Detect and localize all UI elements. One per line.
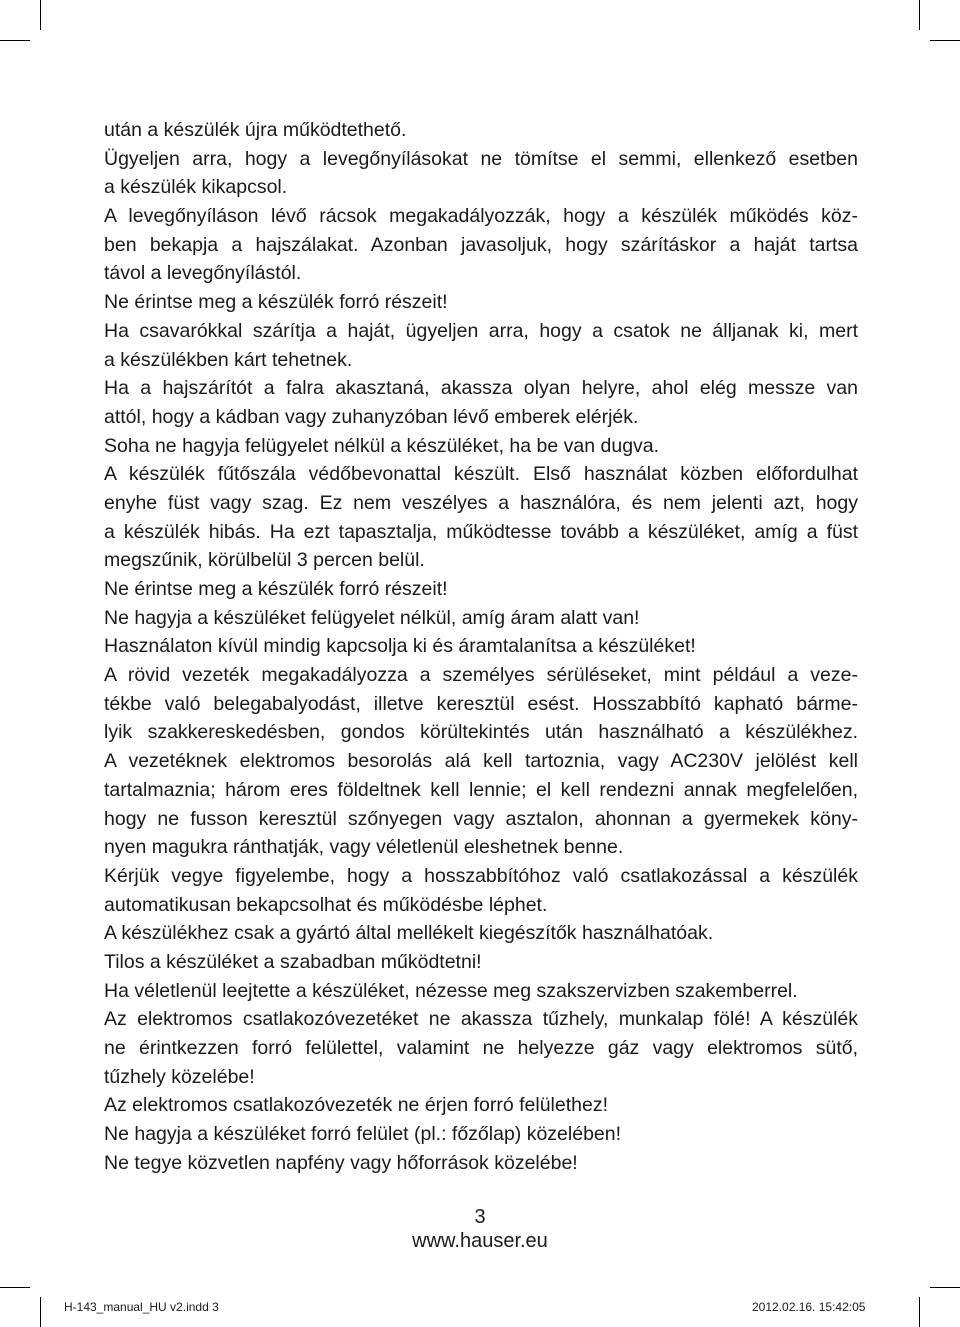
website-url: www.hauser.eu (412, 1230, 548, 1252)
text-line: ne érintkezzen forró felülettel, valamint ne helyezze gáz vagy elektromos sütő, (104, 1037, 858, 1059)
text-line: Ha véletlenül leejtette a készüléket, nézesse meg szakszervizben szakemberrel. (104, 979, 798, 1002)
text-line: Használaton kívül mindig kapcsolja ki és áramtalanítsa a készüléket! (104, 635, 696, 658)
text-line: a készülékben kárt tehetnek. (104, 348, 353, 371)
text-line: Ne tegye közvetlen napfény vagy hőforrások közelébe! (104, 1151, 578, 1174)
print-slug-filename: H-143_manual_HU v2.indd 3 (64, 1300, 219, 1314)
text-line: tékbe való belegabalyodást, illetve keresztül esést. Hosszabbító kapható bárme- (104, 692, 858, 715)
text-line: Ne érintse meg a készülék forró részeit! (104, 578, 448, 600)
text-line: Tilos a készüléket a szabadban működtetni! (104, 950, 482, 973)
text-line: A készülék fűtőszála védőbevonattal készült. Első használat közben előfordulhat (104, 463, 858, 486)
text-line: tartalmaznia; három eres földeltnek kell lennie; el kell rendezni annak megfelelően, (104, 778, 858, 801)
crop-mark-bottom-left-vertical (40, 1297, 41, 1327)
text-line: attól, hogy a kádban vagy zuhanyzóban lévő emberek elérjék. (104, 405, 639, 428)
manual-body-text (104, 116, 858, 1177)
text-line: nyen magukra ránthatják, vagy véletlenül eleshetnek benne. (104, 836, 624, 859)
text-line: Ne hagyja a készüléket felügyelet nélkül, amíg áram alatt van! (104, 606, 640, 629)
text-line: hogy ne fusson keresztül szőnyegen vagy asztalon, ahonnan a gyermekek köny- (104, 807, 858, 830)
text-line: Ügyeljen arra, hogy a levegőnyílásokat ne tömítse el semmi, ellenkező esetben (104, 147, 858, 170)
text-line: A vezetéknek elektromos besorolás alá kell tartoznia, vagy AC230V jelölést kell (104, 750, 858, 773)
crop-mark-top-left-vertical (40, 0, 41, 30)
text-line: lyik szakkereskedésben, gondos körültekintés után használható a készülékhez. (104, 721, 858, 744)
text-line: Ha a hajszárítót a falra akasztaná, akassza olyan helyre, ahol elég messze van (104, 377, 858, 400)
text-line: tűzhely közelébe! (104, 1065, 255, 1088)
text-line: A rövid vezeték megakadályozza a személyes sérüléseket, mint például a veze- (104, 664, 858, 687)
crop-mark-top-right-horizontal (930, 40, 960, 41)
text-line: enyhe füst vagy szag. Ez nem veszélyes a használóra, és nem jelenti azt, hogy (104, 491, 858, 514)
text-line: ben bekapja a hajszálakat. Azonban javasoljuk, hogy szárításkor a haját tartsa (104, 233, 858, 256)
text-line: A készülékhez csak a gyártó által mellékelt kiegészítők használhatóak. (104, 922, 714, 945)
text-line: Az elektromos csatlakozóvezeték ne érjen forró felülethez! (104, 1094, 609, 1117)
crop-mark-top-left-horizontal (0, 40, 30, 41)
crop-mark-bottom-right-vertical (919, 1297, 920, 1327)
text-line: Ne érintse meg a készülék forró részeit! (104, 291, 448, 314)
text-line: automatikusan bekapcsolhat és működésbe léphet. (104, 893, 548, 916)
crop-mark-bottom-right-horizontal (930, 1287, 960, 1288)
text-line: a készülék hibás. Ha ezt tapasztalja, működtesse tovább a készüléket, amíg a füst (104, 520, 858, 543)
text-line: Ha csavarókkal szárítja a haját, ügyeljen arra, hogy a csatok ne álljanak ki, mert (104, 319, 858, 342)
text-line: távol a levegőnyílástól. (104, 262, 302, 285)
text-line: Kérjük vegye figyelembe, hogy a hosszabbítóhoz való csatlakozással a készülék (104, 864, 858, 887)
text-line: megszűnik, körülbelül 3 percen belül. (104, 549, 425, 572)
text-line: Az elektromos csatlakozóvezetéket ne akassza tűzhely, munkalap fölé! A készülék (104, 1008, 858, 1031)
text-line: után a készülék újra működtethető. (104, 119, 407, 141)
crop-mark-bottom-left-horizontal (0, 1287, 30, 1288)
text-line: Soha ne hagyja felügyelet nélkül a készüléket, ha be van dugva. (104, 434, 660, 457)
crop-mark-top-right-vertical (919, 0, 920, 30)
text-line: a készülék kikapcsol. (104, 176, 288, 199)
text-line: Ne hagyja a készüléket forró felület (pl.: főzőlap) közelében! (104, 1123, 622, 1146)
print-slug-datetime: 2012.02.16. 15:42:05 (752, 1300, 866, 1314)
text-line: A levegőnyíláson lévő rácsok megakadályozzák, hogy a készülék működés köz- (104, 205, 858, 228)
page-number: 3 (474, 1206, 486, 1228)
